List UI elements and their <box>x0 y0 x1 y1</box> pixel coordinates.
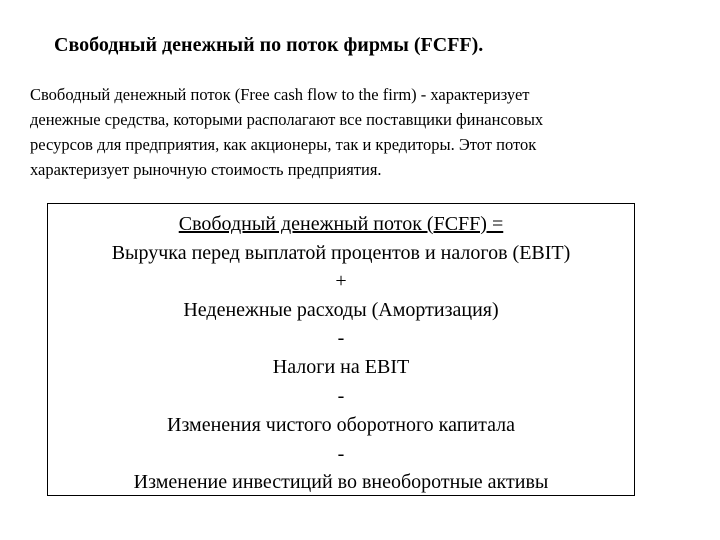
formula-term-ebit: Выручка перед выплатой процентов и налогов (EBIT) <box>111 242 571 264</box>
formula-term-noncash: Неденежные расходы (Амортизация) <box>183 299 499 321</box>
formula-box <box>47 203 635 496</box>
formula-term-taxes: Налоги на EBIT <box>272 356 410 378</box>
formula-operator-minus: - <box>337 327 345 349</box>
formula-heading: Свободный денежный поток (FCFF) = <box>178 213 504 235</box>
formula-term-working-capital: Изменения чистого оборотного капитала <box>167 414 515 436</box>
page-title: Свободный денежный по поток фирмы (FCFF). <box>54 34 484 56</box>
intro-line: Свободный денежный поток (Free cash flow to the firm) - характеризует <box>30 85 530 104</box>
formula-operator-minus: - <box>337 385 345 407</box>
formula-operator-minus: - <box>337 443 345 465</box>
intro-line: денежные средства, которыми располагают все поставщики финансовых <box>30 110 544 129</box>
intro-line: ресурсов для предприятия, как акционеры, так и кредиторы. Этот поток <box>30 135 537 154</box>
intro-line: характеризует рыночную стоимость предприятия. <box>30 160 382 179</box>
formula-term-investments: Изменение инвестиций во внеоборотные активы <box>133 471 549 493</box>
intro-paragraph <box>30 82 690 182</box>
formula-operator-plus: + <box>335 270 347 292</box>
